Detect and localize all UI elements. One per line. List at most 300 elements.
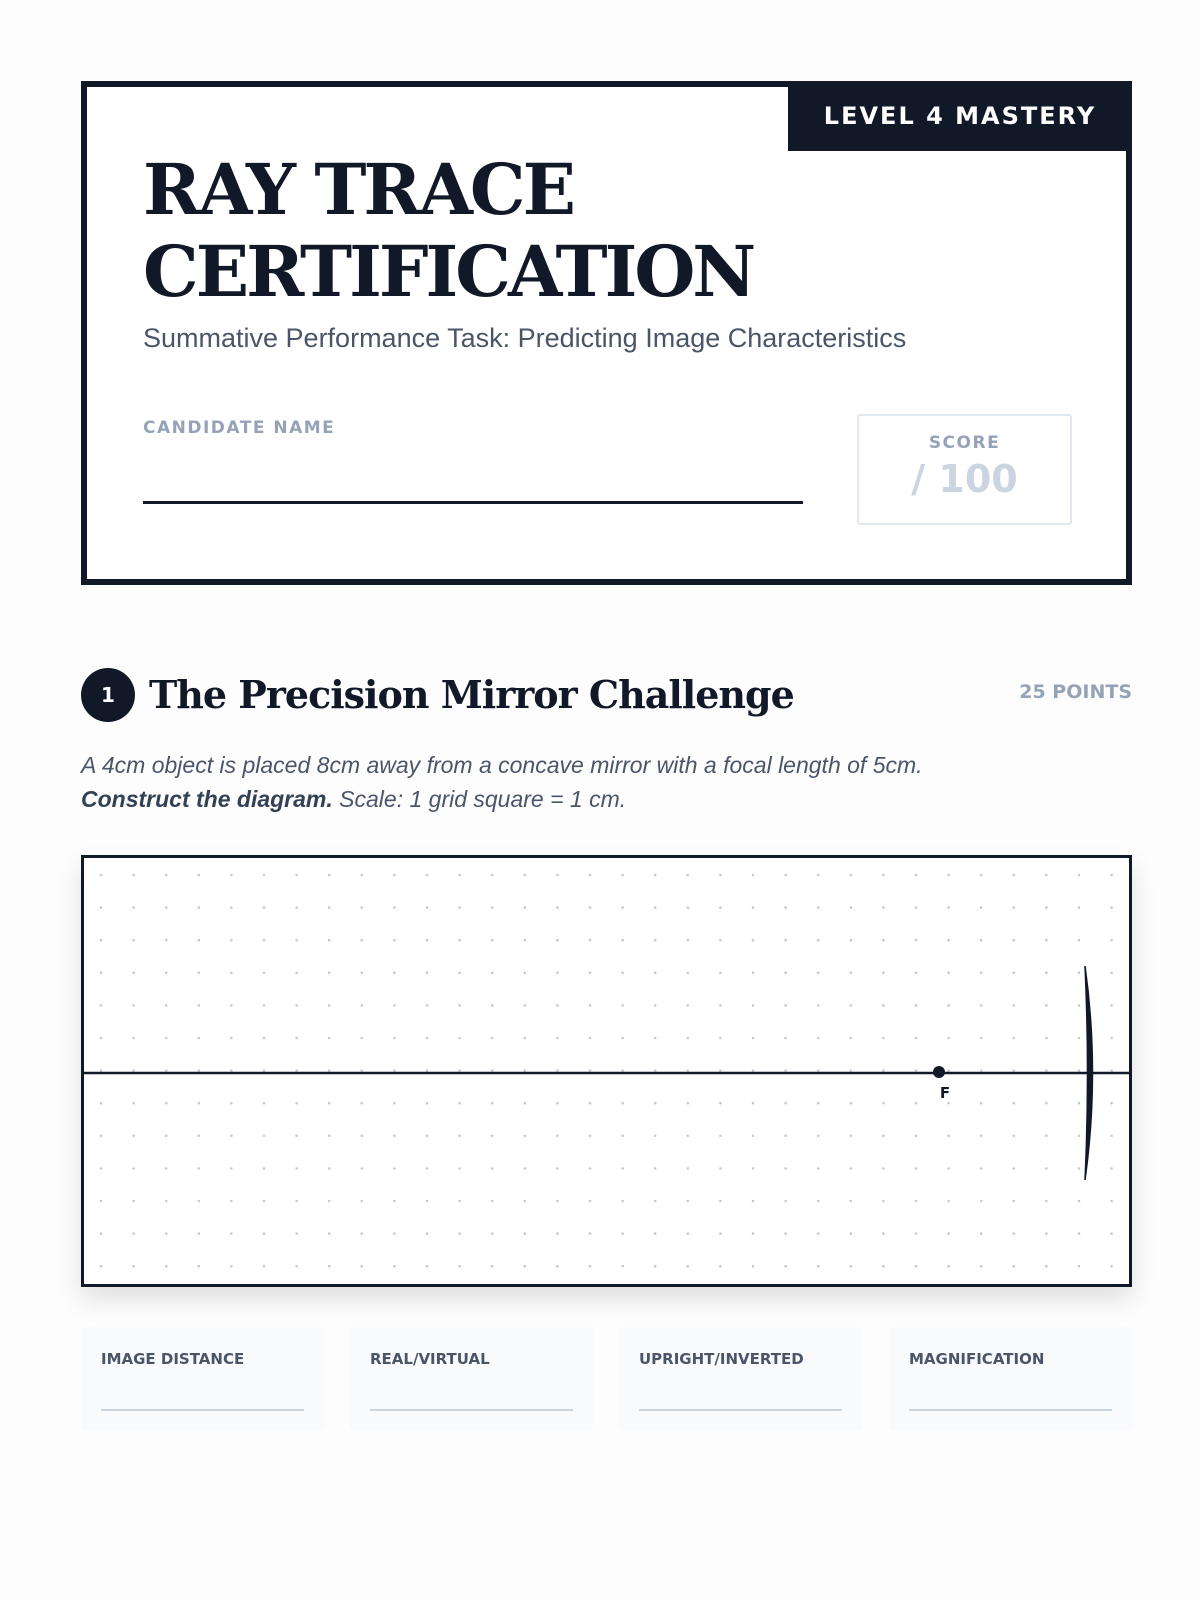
grid-dot <box>132 1102 135 1105</box>
grid-dot <box>752 972 755 975</box>
grid-dot <box>589 1200 592 1203</box>
grid-dot <box>621 1135 624 1138</box>
grid-dot <box>1078 939 1081 942</box>
grid-dot <box>1110 1265 1113 1268</box>
grid-dot <box>1013 874 1016 877</box>
grid-dot <box>947 1265 950 1268</box>
grid-dot <box>1013 1265 1016 1268</box>
grid-dot <box>752 1004 755 1007</box>
grid-dot <box>393 1200 396 1203</box>
grid-dot <box>100 972 103 975</box>
grid-dot <box>263 1232 266 1235</box>
grid-dot <box>556 1232 559 1235</box>
grid-dot <box>1045 1265 1048 1268</box>
grid-dot <box>589 1069 592 1072</box>
grid-dot <box>1013 972 1016 975</box>
grid-dot <box>100 1200 103 1203</box>
grid-dot <box>393 1167 396 1170</box>
grid-dot <box>621 1069 624 1072</box>
grid-dot <box>687 1037 690 1040</box>
grid-dot <box>915 1232 918 1235</box>
grid-dot <box>687 1069 690 1072</box>
grid-dot <box>915 874 918 877</box>
grid-dot <box>132 1232 135 1235</box>
certification-header-card <box>81 81 1132 585</box>
grid-dot <box>230 874 233 877</box>
grid-dot <box>1110 1102 1113 1105</box>
grid-dot <box>198 1200 201 1203</box>
score-label: SCORE <box>928 433 1001 453</box>
grid-dot <box>100 1265 103 1268</box>
grid-dot <box>1013 1004 1016 1007</box>
grid-dot <box>784 1037 787 1040</box>
grid-dot <box>165 1135 168 1138</box>
grid-dot <box>784 1265 787 1268</box>
grid-dot <box>654 1200 657 1203</box>
grid-dot <box>458 972 461 975</box>
grid-dot <box>263 1069 266 1072</box>
grid-dot <box>947 1102 950 1105</box>
grid-dot <box>393 1265 396 1268</box>
grid-dot <box>393 906 396 909</box>
grid-dot <box>850 1232 853 1235</box>
grid-dot <box>491 972 494 975</box>
grid-dot <box>393 1135 396 1138</box>
grid-dot <box>458 906 461 909</box>
grid-dot <box>165 1265 168 1268</box>
grid-dot <box>947 1232 950 1235</box>
grid-dot <box>295 906 298 909</box>
grid-dot <box>817 1069 820 1072</box>
grid-dot <box>458 1004 461 1007</box>
grid-dot <box>361 1004 364 1007</box>
grid-dot <box>882 1004 885 1007</box>
grid-dot <box>295 1232 298 1235</box>
grid-dot <box>687 1004 690 1007</box>
grid-dot <box>165 1232 168 1235</box>
grid-dot <box>1078 874 1081 877</box>
grid-dot <box>980 1069 983 1072</box>
grid-dot <box>784 1004 787 1007</box>
grid-dot <box>132 939 135 942</box>
grid-dot <box>719 1232 722 1235</box>
grid-dot <box>947 1200 950 1203</box>
grid-dot <box>556 972 559 975</box>
grid-dot <box>882 1265 885 1268</box>
grid-dot <box>328 1102 331 1105</box>
grid-dot <box>491 1004 494 1007</box>
grid-dot <box>850 1037 853 1040</box>
grid-dot <box>817 972 820 975</box>
answer-box-image-distance[interactable] <box>81 1327 324 1430</box>
grid-dot <box>230 972 233 975</box>
grid-dot <box>1013 1200 1016 1203</box>
grid-dot <box>328 972 331 975</box>
grid-dot <box>556 939 559 942</box>
grid-dot <box>426 1037 429 1040</box>
grid-dot <box>132 1004 135 1007</box>
grid-dot <box>263 1004 266 1007</box>
grid-dot <box>328 874 331 877</box>
answer-field-real-virtual[interactable] <box>370 1409 573 1411</box>
grid-dot <box>100 1232 103 1235</box>
grid-dot <box>654 1004 657 1007</box>
grid-dot <box>915 939 918 942</box>
grid-dot <box>132 906 135 909</box>
grid-dot <box>100 1167 103 1170</box>
grid-dot <box>556 1102 559 1105</box>
grid-dot <box>882 1232 885 1235</box>
grid-dot <box>915 1069 918 1072</box>
page-title-line-1: RAY TRACE <box>143 148 573 231</box>
grid-dot <box>556 1135 559 1138</box>
grid-dot <box>556 1265 559 1268</box>
focal-point-label: F <box>939 1084 951 1102</box>
grid-dot <box>524 1265 527 1268</box>
grid-dot <box>719 939 722 942</box>
answer-field-image-distance[interactable] <box>101 1409 304 1411</box>
grid-dot <box>328 1167 331 1170</box>
grid-dot <box>687 972 690 975</box>
grid-dot <box>621 1102 624 1105</box>
grid-dot <box>458 1167 461 1170</box>
grid-dot <box>295 1200 298 1203</box>
grid-dot <box>524 972 527 975</box>
grid-dot <box>295 939 298 942</box>
grid-dot <box>654 1167 657 1170</box>
grid-dot <box>393 874 396 877</box>
grid-dot <box>393 1232 396 1235</box>
grid-dot <box>165 972 168 975</box>
grid-dot <box>980 874 983 877</box>
grid-dot <box>589 1167 592 1170</box>
grid-dot <box>1045 1037 1048 1040</box>
grid-dot <box>458 1037 461 1040</box>
grid-dot <box>361 939 364 942</box>
grid-dot <box>230 1037 233 1040</box>
grid-dot <box>850 972 853 975</box>
grid-dot <box>980 1265 983 1268</box>
grid-dot <box>1078 1232 1081 1235</box>
grid-dot <box>915 972 918 975</box>
grid-dot <box>719 1167 722 1170</box>
grid-dot <box>850 1102 853 1105</box>
grid-dot <box>719 1004 722 1007</box>
grid-dot <box>361 1102 364 1105</box>
grid-dot <box>589 939 592 942</box>
grid-dot <box>524 1167 527 1170</box>
grid-dot <box>589 874 592 877</box>
grid-dot <box>654 1232 657 1235</box>
grid-dot <box>1045 1232 1048 1235</box>
grid-dot <box>328 1037 331 1040</box>
grid-dot <box>719 1135 722 1138</box>
grid-dot <box>687 1102 690 1105</box>
grid-dot <box>393 939 396 942</box>
grid-dot <box>817 1265 820 1268</box>
grid-dot <box>784 1135 787 1138</box>
grid-dot <box>1078 1004 1081 1007</box>
grid-dot <box>1078 1167 1081 1170</box>
candidate-name-field[interactable] <box>143 501 803 504</box>
grid-dot <box>1045 972 1048 975</box>
ray-diagram-svg <box>84 858 1129 1284</box>
grid-dot <box>882 939 885 942</box>
grid-dot <box>491 1200 494 1203</box>
grid-dot <box>817 1200 820 1203</box>
grid-dot <box>589 1037 592 1040</box>
grid-dot <box>230 1004 233 1007</box>
focal-point-marker <box>933 1066 945 1078</box>
grid-dot <box>850 939 853 942</box>
grid-dot <box>328 1232 331 1235</box>
grid-dot <box>1078 1265 1081 1268</box>
grid-dot <box>850 874 853 877</box>
grid-dot <box>882 1102 885 1105</box>
grid-dot <box>1045 1135 1048 1138</box>
grid-dot <box>719 972 722 975</box>
grid-dot <box>980 1200 983 1203</box>
page-subtitle: Summative Performance Task: Predicting Image Characteristics <box>143 323 907 353</box>
answer-label-image-distance: IMAGE DISTANCE <box>101 1350 245 1368</box>
grid-dot <box>263 874 266 877</box>
grid-dot <box>198 874 201 877</box>
grid-dot <box>719 1200 722 1203</box>
grid-dot <box>328 1004 331 1007</box>
grid-dot <box>1078 906 1081 909</box>
question-points: 25 POINTS <box>1019 681 1132 703</box>
grid-dot <box>784 972 787 975</box>
grid-dot <box>947 972 950 975</box>
question-prompt-instruction: Construct the diagram. <box>81 786 333 812</box>
grid-dot <box>1078 1037 1081 1040</box>
grid-dot <box>132 1037 135 1040</box>
grid-dot <box>752 1102 755 1105</box>
grid-dot <box>1110 1069 1113 1072</box>
grid-dot <box>295 972 298 975</box>
grid-dot <box>263 1102 266 1105</box>
grid-dot <box>621 1004 624 1007</box>
grid-dot <box>1045 906 1048 909</box>
grid-dot <box>132 1135 135 1138</box>
grid-dot <box>361 1037 364 1040</box>
grid-dot <box>621 972 624 975</box>
ray-diagram-canvas[interactable] <box>81 855 1132 1287</box>
grid-dot <box>1110 1004 1113 1007</box>
grid-dot <box>980 1037 983 1040</box>
grid-dot <box>589 972 592 975</box>
grid-dot <box>687 874 690 877</box>
grid-dot <box>850 906 853 909</box>
grid-dot <box>1078 1135 1081 1138</box>
answer-label-upright-inverted: UPRIGHT/INVERTED <box>639 1350 804 1368</box>
grid-dot <box>361 1200 364 1203</box>
grid-dot <box>100 906 103 909</box>
grid-dot <box>458 939 461 942</box>
grid-dot <box>752 874 755 877</box>
grid-dot <box>198 1167 201 1170</box>
grid-dot <box>980 1004 983 1007</box>
grid-dot <box>198 1004 201 1007</box>
grid-dot <box>980 1102 983 1105</box>
grid-dot <box>719 906 722 909</box>
grid-dot <box>361 1167 364 1170</box>
grid-dot <box>100 939 103 942</box>
grid-dot <box>1045 1069 1048 1072</box>
grid-dot <box>752 1265 755 1268</box>
grid-dot <box>295 1004 298 1007</box>
grid-dot <box>947 1135 950 1138</box>
grid-dot <box>426 906 429 909</box>
question-prompt-scale: Scale: 1 grid square = 1 cm. <box>332 786 627 812</box>
grid-dot <box>817 1004 820 1007</box>
answer-field-magnification[interactable] <box>909 1409 1112 1411</box>
page-title <box>143 149 843 313</box>
grid-dot <box>915 906 918 909</box>
grid-dot <box>230 1167 233 1170</box>
grid-dot <box>654 1069 657 1072</box>
question-number-badge: 1 <box>81 668 135 722</box>
grid-dot <box>719 1102 722 1105</box>
grid-dot <box>1013 1232 1016 1235</box>
grid-dot <box>1110 1232 1113 1235</box>
answer-box-real-virtual[interactable] <box>350 1327 593 1430</box>
grid-dot <box>165 1167 168 1170</box>
grid-dot <box>491 874 494 877</box>
grid-dot <box>687 1232 690 1235</box>
grid-dot <box>458 1135 461 1138</box>
grid-dot <box>980 1167 983 1170</box>
grid-dot <box>589 1135 592 1138</box>
grid-dot <box>524 1200 527 1203</box>
grid-dot <box>1078 1102 1081 1105</box>
grid-dot <box>850 1200 853 1203</box>
grid-dot <box>491 1069 494 1072</box>
level-badge: LEVEL 4 MASTERY <box>788 81 1132 151</box>
grid-dot <box>524 1102 527 1105</box>
grid-dot <box>980 1135 983 1138</box>
grid-dot <box>328 1069 331 1072</box>
grid-dot <box>947 1069 950 1072</box>
grid-dot <box>132 1069 135 1072</box>
grid-dot <box>491 939 494 942</box>
grid-dot <box>426 1135 429 1138</box>
grid-dot <box>393 1069 396 1072</box>
answer-box-upright-inverted[interactable] <box>619 1327 862 1430</box>
grid-dot <box>589 1004 592 1007</box>
grid-dot <box>654 939 657 942</box>
grid-dot <box>524 1069 527 1072</box>
grid-dot <box>491 1135 494 1138</box>
grid-dot <box>426 874 429 877</box>
grid-dot <box>295 874 298 877</box>
grid-dot <box>458 1265 461 1268</box>
grid-dot <box>752 1232 755 1235</box>
grid-dot <box>1013 1102 1016 1105</box>
grid-dot <box>165 906 168 909</box>
grid-dot <box>719 1265 722 1268</box>
grid-dot <box>882 874 885 877</box>
grid-dot <box>556 1200 559 1203</box>
grid-dot <box>719 1037 722 1040</box>
grid-dot <box>980 1232 983 1235</box>
grid-dot <box>687 939 690 942</box>
grid-dot <box>817 939 820 942</box>
grid-dot <box>556 906 559 909</box>
grid-dot <box>556 1167 559 1170</box>
answer-field-upright-inverted[interactable] <box>639 1409 842 1411</box>
grid-dot <box>1110 939 1113 942</box>
grid-dot <box>1013 1167 1016 1170</box>
grid-dot <box>719 874 722 877</box>
grid-dot <box>524 874 527 877</box>
grid-dot <box>915 1037 918 1040</box>
grid-dot <box>426 1200 429 1203</box>
grid-dot <box>850 1265 853 1268</box>
grid-dot <box>426 1004 429 1007</box>
grid-dot <box>328 1200 331 1203</box>
answer-box-magnification[interactable] <box>889 1327 1132 1430</box>
grid-dot <box>621 1265 624 1268</box>
grid-dot <box>817 1135 820 1138</box>
grid-dot <box>165 1037 168 1040</box>
grid-dot <box>817 1102 820 1105</box>
grid-dot <box>132 874 135 877</box>
grid-dot <box>654 906 657 909</box>
grid-dot <box>1045 1102 1048 1105</box>
grid-dot <box>198 1102 201 1105</box>
grid-dot <box>1110 972 1113 975</box>
grid-dot <box>1013 1135 1016 1138</box>
grid-dot <box>1045 1004 1048 1007</box>
grid-dot <box>1110 1167 1113 1170</box>
grid-dot <box>263 939 266 942</box>
grid-dot <box>882 1135 885 1138</box>
grid-dot <box>556 1037 559 1040</box>
grid-dot <box>1045 1167 1048 1170</box>
grid-dot <box>556 1004 559 1007</box>
grid-dot <box>361 972 364 975</box>
grid-dot <box>100 1135 103 1138</box>
grid-dot <box>719 1069 722 1072</box>
grid-dot <box>621 874 624 877</box>
question-title: The Precision Mirror Challenge <box>149 672 794 717</box>
grid-dot <box>491 1167 494 1170</box>
grid-dot <box>524 1037 527 1040</box>
grid-dot <box>458 1232 461 1235</box>
grid-dot <box>784 939 787 942</box>
grid-dot <box>198 1265 201 1268</box>
grid-dot <box>361 906 364 909</box>
grid-dot <box>361 1265 364 1268</box>
grid-dot <box>524 1232 527 1235</box>
grid-dot <box>589 1102 592 1105</box>
question-prompt <box>81 748 1141 816</box>
grid-dot <box>230 1265 233 1268</box>
grid-dot <box>947 1167 950 1170</box>
grid-dot <box>1013 906 1016 909</box>
grid-dot <box>263 1265 266 1268</box>
grid-dot <box>850 1167 853 1170</box>
grid-dot <box>198 1135 201 1138</box>
score-box <box>857 414 1072 525</box>
grid-dot <box>328 939 331 942</box>
grid-dot <box>458 1200 461 1203</box>
grid-dot <box>458 874 461 877</box>
grid-dot <box>132 1167 135 1170</box>
grid-dot <box>589 906 592 909</box>
grid-dot <box>817 1037 820 1040</box>
